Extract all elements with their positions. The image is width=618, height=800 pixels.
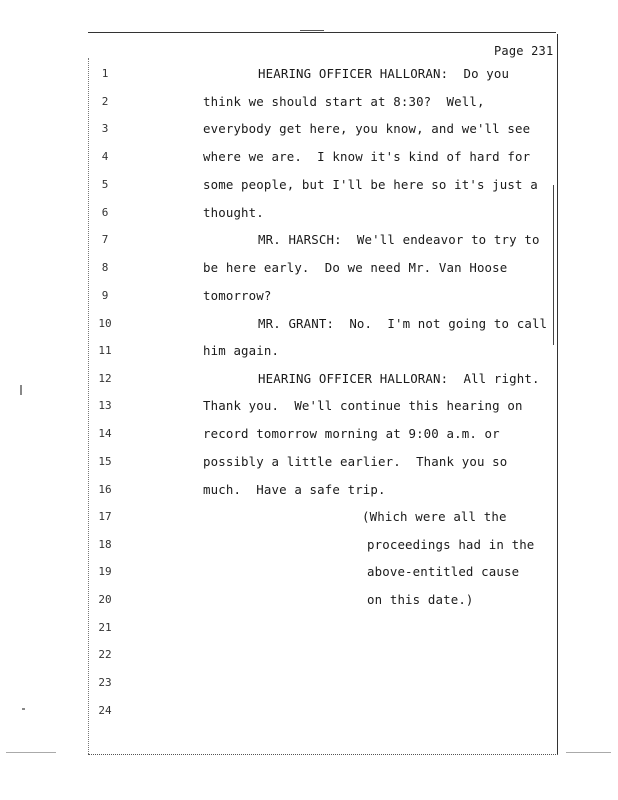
transcript-line: MR. HARSCH: We'll endeavor to try to xyxy=(258,232,540,247)
transcript-line: Thank you. We'll continue this hearing on xyxy=(203,398,523,413)
line-number: 21 xyxy=(98,621,112,634)
scan-speck xyxy=(20,385,22,395)
line-number: 24 xyxy=(98,704,112,717)
top-rule-mark xyxy=(300,30,324,31)
line-number: 15 xyxy=(98,455,112,468)
line-number: 10 xyxy=(98,317,112,330)
transcript-line: think we should start at 8:30? Well, xyxy=(203,94,485,109)
line-number: 22 xyxy=(98,648,112,661)
line-number: 17 xyxy=(98,510,112,523)
line-number: 2 xyxy=(101,95,109,108)
line-number: 5 xyxy=(101,178,109,191)
line-number: 9 xyxy=(101,289,109,302)
scan-speck xyxy=(22,708,25,710)
line-number: 7 xyxy=(101,233,109,246)
line-number: 6 xyxy=(101,206,109,219)
transcript-line: much. Have a safe trip. xyxy=(203,482,386,497)
transcript-line: be here early. Do we need Mr. Van Hoose xyxy=(203,260,508,275)
line-number: 23 xyxy=(98,676,112,689)
right-margin-line xyxy=(557,34,558,754)
page-number: Page 231 xyxy=(494,44,554,58)
transcript-line: HEARING OFFICER HALLORAN: All right. xyxy=(258,371,540,386)
transcript-line: where we are. I know it's kind of hard for xyxy=(203,149,531,164)
transcript-line: MR. GRANT: No. I'm not going to call xyxy=(258,316,548,331)
line-number: 12 xyxy=(98,372,112,385)
line-number: 1 xyxy=(101,67,109,80)
transcript-line: some people, but I'll be here so it's just a xyxy=(203,177,538,192)
scan-speck xyxy=(6,752,56,753)
scan-speck xyxy=(566,752,611,753)
transcript-line: tomorrow? xyxy=(203,288,272,303)
transcript-line: HEARING OFFICER HALLORAN: Do you xyxy=(258,66,510,81)
line-number: 4 xyxy=(101,150,109,163)
transcript-line: thought. xyxy=(203,205,264,220)
line-number: 19 xyxy=(98,565,112,578)
left-margin-line xyxy=(88,58,89,754)
line-number: 11 xyxy=(98,344,112,357)
line-number: 16 xyxy=(98,483,112,496)
right-inner-line xyxy=(553,185,554,345)
line-number: 8 xyxy=(101,261,109,274)
line-number: 18 xyxy=(98,538,112,551)
transcript-line: everybody get here, you know, and we'll see xyxy=(203,121,531,136)
line-number: 14 xyxy=(98,427,112,440)
line-number: 20 xyxy=(98,593,112,606)
transcript-line: record tomorrow morning at 9:00 a.m. or xyxy=(203,426,500,441)
line-number: 3 xyxy=(101,122,109,135)
transcript-line: above-entitled cause xyxy=(367,564,520,579)
transcript-line: (Which were all the xyxy=(362,509,507,524)
transcript-line: possibly a little earlier. Thank you so xyxy=(203,454,508,469)
top-rule xyxy=(88,32,556,33)
transcript-line: him again. xyxy=(203,343,280,358)
bottom-rule xyxy=(88,754,558,755)
transcript-line: proceedings had in the xyxy=(367,537,535,552)
transcript-line: on this date.) xyxy=(367,592,474,607)
line-number: 13 xyxy=(98,399,112,412)
